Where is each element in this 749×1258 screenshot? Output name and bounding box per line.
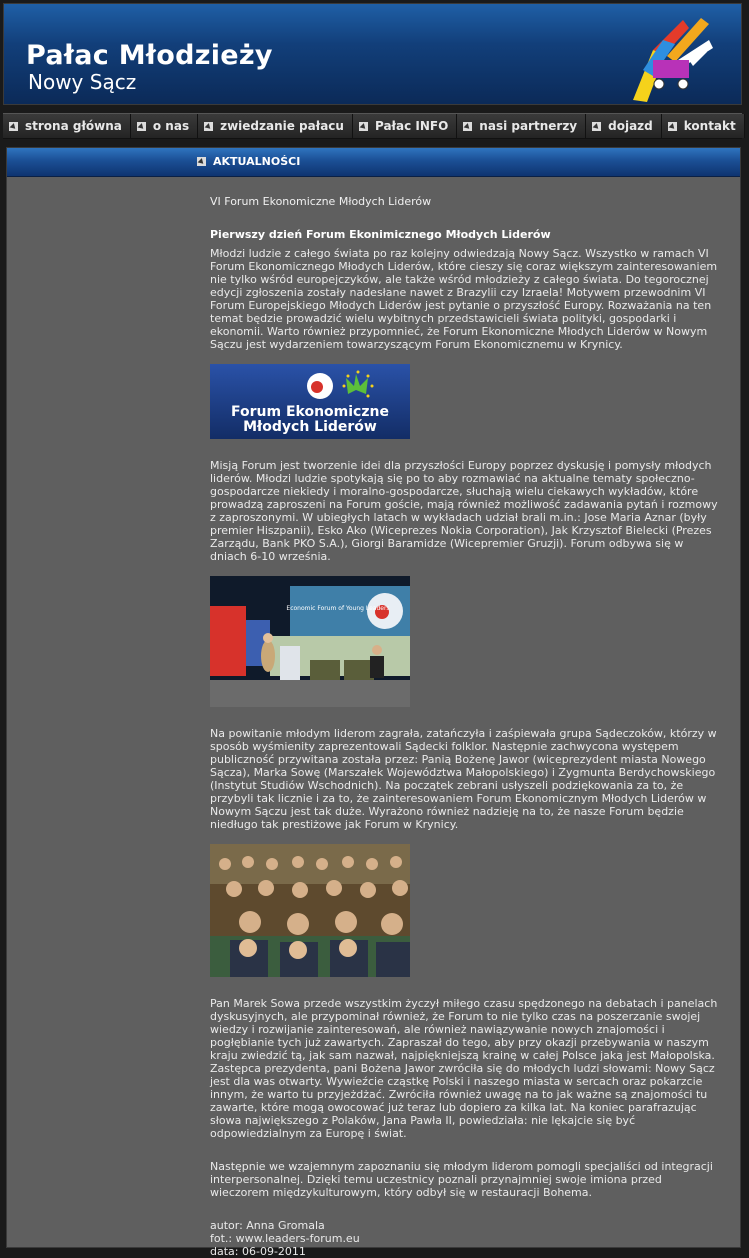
nav-item-label: zwiedzanie pałacu	[220, 119, 344, 133]
arrow-bullet-icon	[9, 122, 18, 131]
stage-screen-text: Economic Forum of Young Leaders	[286, 605, 390, 612]
nav-item-label: nasi partnerzy	[479, 119, 578, 133]
content-panel	[6, 147, 741, 1258]
article-intro: VI Forum Ekonomiczne Młodych Liderów	[210, 195, 432, 208]
article-headline: Pierwszy dzień Forum Ekonimicznego Młodych Liderów	[210, 228, 551, 241]
arrow-bullet-icon	[463, 122, 472, 131]
article-author: autor: Anna Gromala	[210, 1219, 325, 1232]
nav-item-contact[interactable]	[662, 114, 745, 138]
palace-logo-icon	[623, 10, 723, 104]
nav-item-tour[interactable]	[198, 114, 353, 138]
article-paragraph: Na powitanie młodym liderom zagrała, zatańczyła i zaśpiewała grupa Sądeczoków, którzy w sposób wyśmienity zaprezentowali Sądecki folklor. Następnie zachwycona występem publiczność przywitana została przez: Panią Bożenę Jawor (wiceprezydent miasta Nowego Sącza), Marka Sowę (Marszałek Województwa Małopolskiego) i Zygmunta Berdychowskiego (Instytut Studiów Wschodnich). Na początek zebrani usłyszeli podziękowania za to, że przybyli tak licznie i za to, że zainteresowaniem Forum Ekonomicznym Młodych Liderów w Nowym Sączu jest tak duże. Wyrażono również nadzieję na to, że nasze Forum będzie niedługo tak prestiżowe jak Forum w Krynicy.	[210, 727, 717, 831]
section-title: AKTUALNOŚCI	[213, 155, 301, 168]
site-subtitle: Nowy Sącz	[28, 70, 137, 94]
article-paragraph: Pan Marek Sowa przede wszystkim życzył miłego czasu spędzonego na debatach i panelach dyskusyjnych, ale przypominał również, że Forum to nie tylko czas na poszerzanie swojej wiedzy i rozwijanie zainteresowań, ale również nawiązywanie nowych znajomości i pogłębianie tych już zawartych. Zapraszał do tego, aby przy okazji przebywania w naszym kraju zwiedzić tą, jak sam nazwał, najpiękniejszą krainę w całej Polsce jaką jest Małopolska. Zastępca prezydenta, pani Bożena Jawor zwróciła się do młodych ludzi słowami: Nowy Sącz jest dla was otwarty. Wywieźcie cząstkę Polski i naszego miasta w sercach oraz pokarzcie innym, że warto tu przyjeżdżać. Zwróciła również uwagę na to jak ważne są znajomości tu zawarte, które mogą owocować już teraz lub dopiero za kilka lat. Na koniec parafrazując słowa największego z Polaków, Jana Pawła II, powiedziała: nie lękajcie się być odpowiedzialnym za Europę i świat.	[210, 997, 718, 1140]
nav-item-home[interactable]	[3, 114, 131, 138]
nav-item-label: Pałac INFO	[374, 119, 449, 133]
arrow-bullet-icon	[668, 122, 677, 131]
arrow-bullet-icon	[204, 122, 213, 131]
arrow-bullet-icon	[592, 122, 601, 131]
audience-photo-image	[210, 844, 410, 977]
banner-line1: Forum Ekonomiczne	[231, 404, 389, 420]
article-paragraph: Następnie we wzajemnym zapoznaniu się młodym liderom pomogli specjaliści od integracji interpersonalnej. Dzięki temu uczestnicy poznali przynajmniej swoje imiona przed wieczorem międzykulturowym, który odbył się w restauracji Bohema.	[210, 1160, 713, 1199]
article-credits	[210, 1219, 722, 1258]
arrow-bullet-icon	[359, 122, 368, 131]
nav-item-label: strona główna	[25, 119, 122, 133]
site-title: Pałac Młodzieży	[26, 40, 273, 71]
section-header	[7, 148, 740, 177]
article	[210, 188, 722, 1258]
nav-item-label: o nas	[152, 119, 190, 133]
banner-line2: Młodych Liderów	[243, 419, 377, 435]
main-nav	[3, 113, 742, 139]
nav-item-info[interactable]	[353, 114, 457, 138]
article-date: data: 06-09-2011	[210, 1245, 306, 1258]
article-paragraph: Młodzi ludzie z całego świata po raz kolejny odwiedzają Nowy Sącz. Wszystko w ramach VI Forum Ekonomicznego Młodych Liderów, które cieszy się coraz większym zainteresowaniem nie tylko wśród europejczyków, ale także wśród młodzieży z całego świata. Do tegorocznej edycji zgłoszenia zostały nadesłane nawet z Brazylii czy Izraela! Motywem przewodnim VI Forum Europejskiego Młodych Liderów jest pytanie o przyszłość Europy. Rozważania na ten temat będzie prowadzić wielu wybitnych przedstawicieli świata polityki, gospodarki i ekonomii. Warto również przypomnieć, że Forum Ekonomiczne Młodych Liderów w Nowym Sączu jest wydarzeniem towarzyszącym Forum Ekonomicznemu w Krynicy.	[210, 247, 718, 351]
arrow-bullet-icon	[137, 122, 146, 131]
article-photo-credit: fot.: www.leaders-forum.eu	[210, 1232, 360, 1245]
site-header	[3, 3, 742, 105]
stage-photo-image	[210, 576, 410, 707]
nav-item-about[interactable]	[131, 114, 198, 138]
arrow-bullet-icon	[197, 157, 206, 166]
section-title-wrap	[197, 155, 300, 168]
nav-item-label: kontakt	[683, 119, 736, 133]
forum-banner-image	[210, 364, 410, 439]
nav-item-partners[interactable]	[457, 114, 586, 138]
nav-item-directions[interactable]	[586, 114, 662, 138]
article-paragraph: Misją Forum jest tworzenie idei dla przyszłości Europy poprzez dyskusję i pomysły młodych liderów. Młodzi ludzie spotykają się po to aby rozmawiać na aktualne tematy społeczno-gospodarcze niekiedy i moralno-gospodarcze, słuchają wielu ciekawych wykładów, które prowadzą zaproszeni na Forum goście, mają również możliwość zadawania pytań i rozmowy z zaproszonymi. W ubiegłych latach w wykładach udział brali m.in.: Jose Maria Aznar (były premier Hiszpanii), Esko Ako (Wiceprezes Nokia Corporation), Jak Krzysztof Bielecki (Prezes Zarządu, Bank PKO S.A.), Giorgi Baramidze (Wicepremier Gruzji). Forum odbywa się w dniach 6-10 września.	[210, 459, 718, 563]
nav-item-label: dojazd	[608, 119, 653, 133]
